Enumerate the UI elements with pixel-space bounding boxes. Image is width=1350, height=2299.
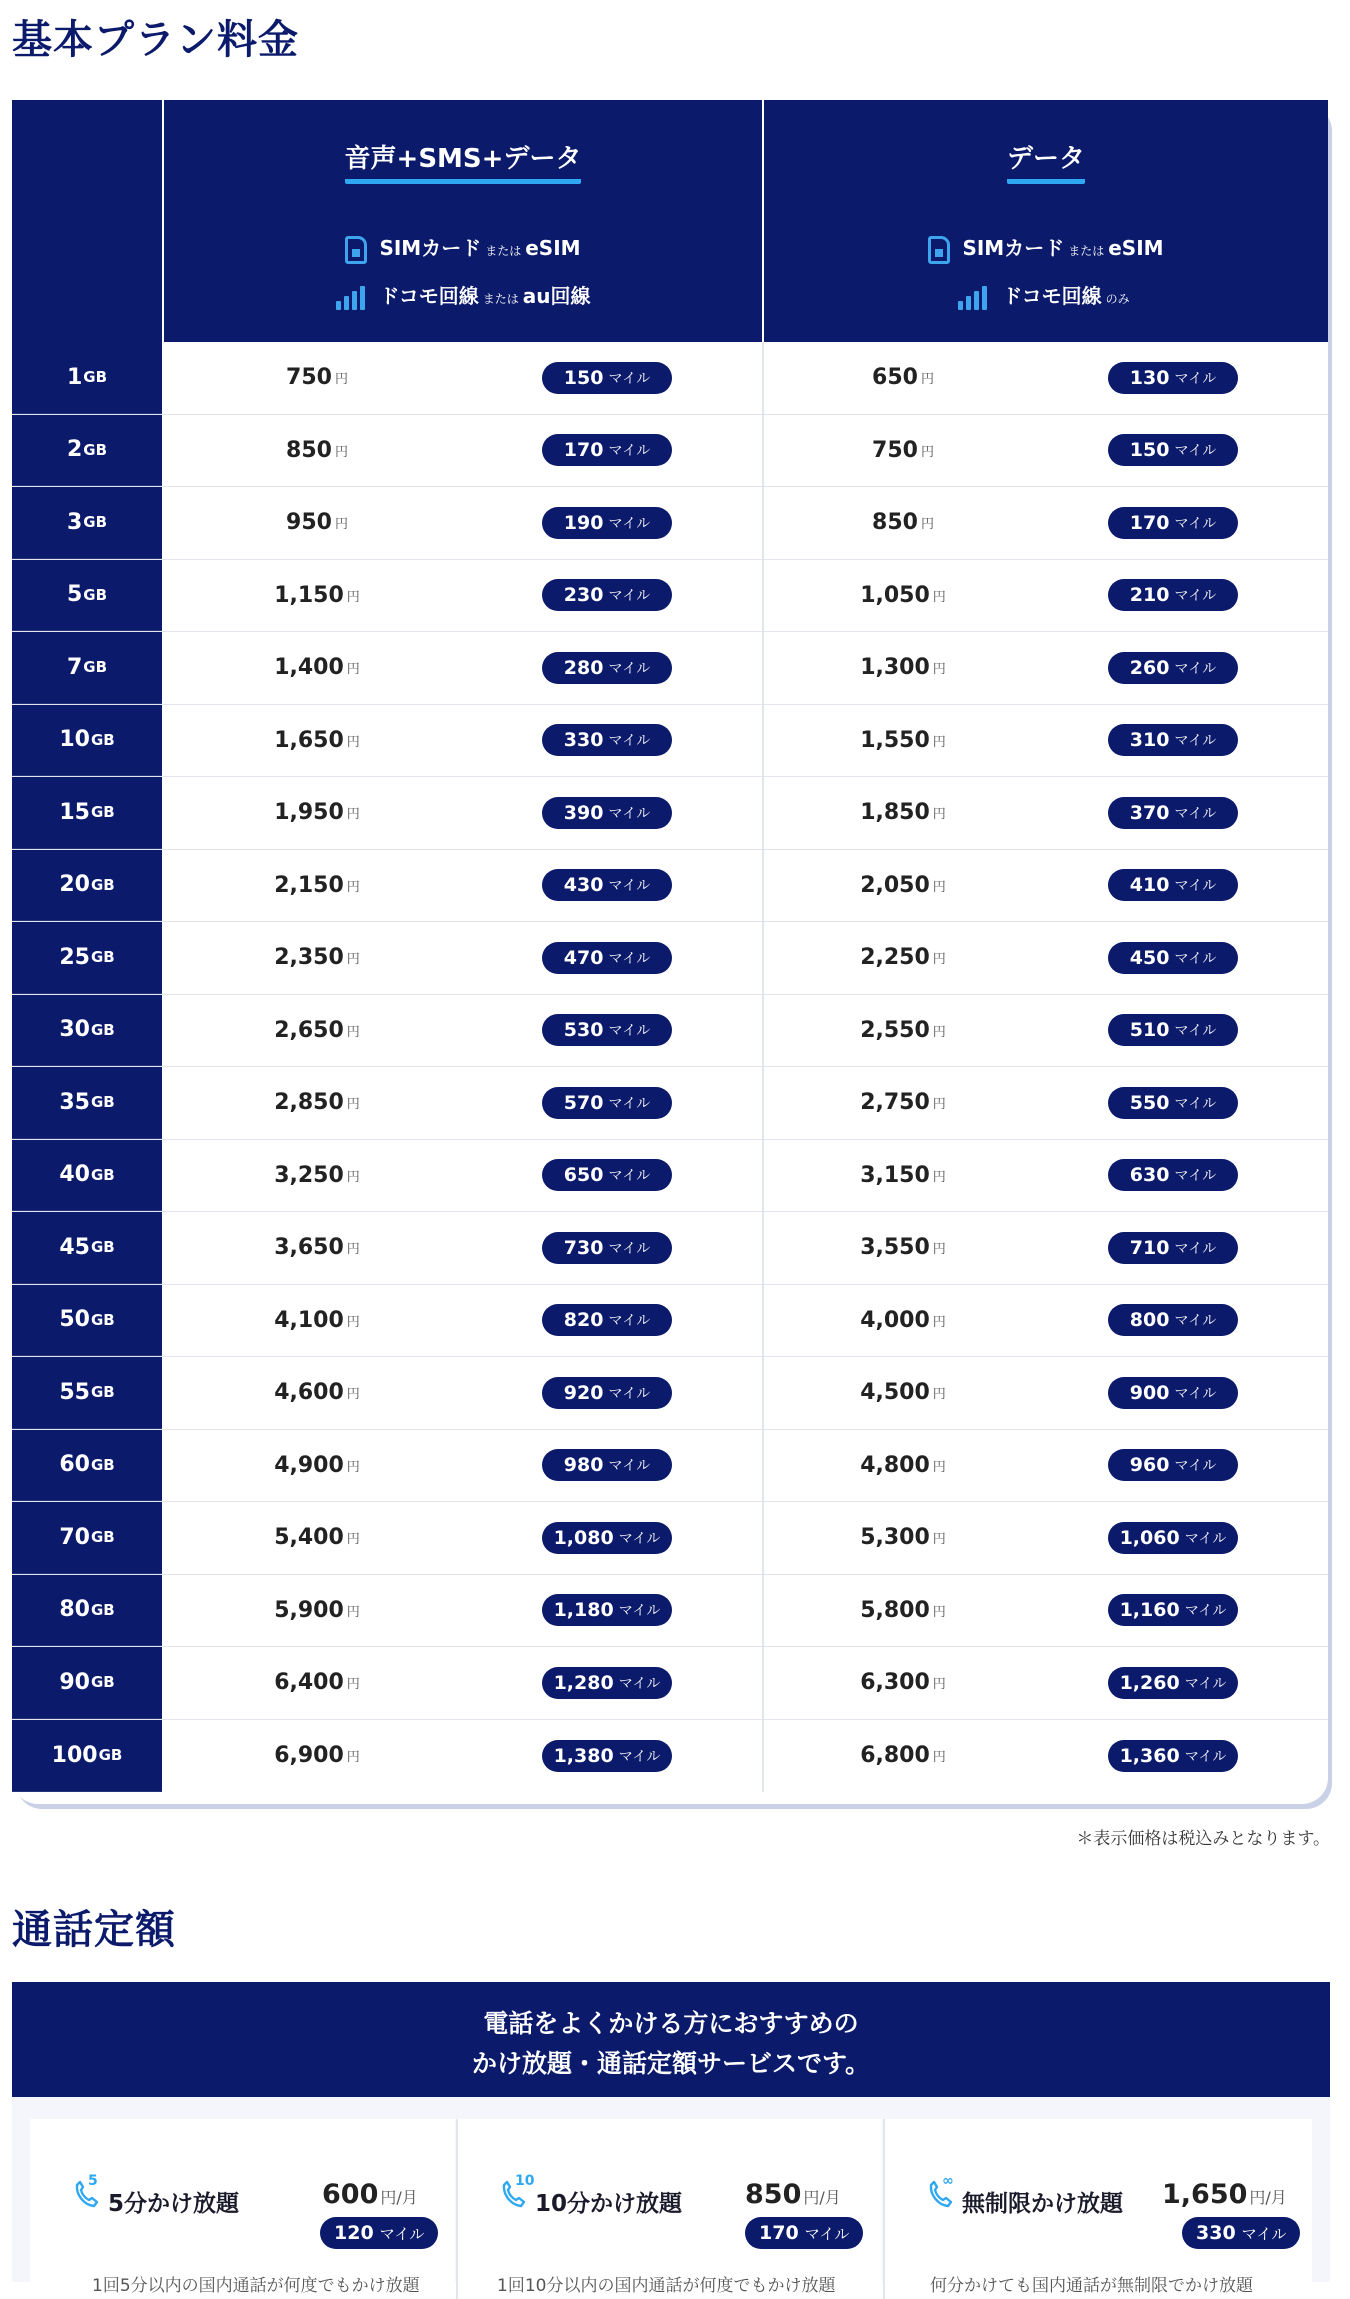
column-divider: [762, 1140, 764, 1212]
data-plan-price: 4,800 円: [860, 1452, 946, 1478]
voice-plan-price: 2,850 円: [274, 1090, 360, 1116]
call-plan-name: 無制限かけ放題: [962, 2191, 1123, 2217]
column-divider: [762, 632, 764, 704]
column-data-only: [762, 100, 1328, 342]
call-plans-box: [12, 1982, 1330, 2296]
table-row: [12, 1647, 1328, 1720]
data-plan-price: 3,550 円: [860, 1235, 946, 1261]
data-plan-price: 6,800 円: [860, 1743, 946, 1769]
data-plan-price: 750 円: [872, 437, 934, 463]
column-divider: [762, 850, 764, 922]
table-row: [12, 777, 1328, 850]
column-divider: [762, 995, 764, 1067]
data-capacity: 3 GB: [12, 487, 162, 559]
voice-plan-miles-badge: 280 マイル: [542, 652, 672, 684]
call-plan-price: 1,650 円/月: [1162, 2179, 1287, 2210]
call-plan-description: 1回10分以内の国内通話が何度でもかけ放題: [497, 2276, 836, 2296]
voice-plan-price: 1,650 円: [274, 727, 360, 753]
data-plan-miles-badge: 960 マイル: [1108, 1449, 1238, 1481]
voice-plan-price: 4,900 円: [274, 1452, 360, 1478]
voice-plan-miles-badge: 530 マイル: [542, 1014, 672, 1046]
voice-plan-price: 5,900 円: [274, 1597, 360, 1623]
data-plan-price: 5,300 円: [860, 1525, 946, 1551]
data-capacity: 2 GB: [12, 415, 162, 487]
voice-plan-miles-badge: 190 マイル: [542, 507, 672, 539]
voice-plan-price: 2,150 円: [274, 872, 360, 898]
table-row: [12, 560, 1328, 633]
column-divider: [762, 1720, 764, 1793]
call-plans-list: [12, 2097, 1330, 2296]
column-divider: [762, 1430, 764, 1502]
data-plan-miles-badge: 710 マイル: [1108, 1232, 1238, 1264]
section-title-call: 通話定額: [12, 1907, 176, 1953]
voice-plan-miles-badge: 330 マイル: [542, 724, 672, 756]
data-plan-miles-badge: 550 マイル: [1108, 1087, 1238, 1119]
call-plan-card: [457, 2119, 882, 2299]
data-plan-miles-badge: 170 マイル: [1108, 507, 1238, 539]
column-divider: [762, 1285, 764, 1357]
data-capacity: 15 GB: [12, 777, 162, 849]
data-plan-price: 2,050 円: [860, 872, 946, 898]
column-divider: [762, 777, 764, 849]
data-plan-price: 6,300 円: [860, 1670, 946, 1696]
data-capacity: 80 GB: [12, 1575, 162, 1647]
call-plans-header: 電話をよくかける方におすすめの かけ放題・通話定額サービスです。: [12, 1982, 1330, 2097]
voice-plan-miles-badge: 730 マイル: [542, 1232, 672, 1264]
voice-plan-miles-badge: 650 マイル: [542, 1159, 672, 1191]
call-plan-miles-badge: 120 マイル: [320, 2217, 438, 2249]
table-row: [12, 850, 1328, 923]
data-plan-price: 2,750 円: [860, 1090, 946, 1116]
column-divider: [762, 487, 764, 559]
call-plan-name: 10分かけ放題: [535, 2191, 683, 2217]
data-capacity: 20 GB: [12, 850, 162, 922]
call-plan-description: 1回5分以内の国内通話が何度でもかけ放題: [92, 2276, 420, 2296]
table-row: [12, 705, 1328, 778]
data-capacity: 90 GB: [12, 1647, 162, 1719]
voice-plan-miles-badge: 430 マイル: [542, 869, 672, 901]
column-divider: [762, 560, 764, 632]
data-capacity: 30 GB: [12, 995, 162, 1067]
voice-plan-price: 6,900 円: [274, 1743, 360, 1769]
data-plan-miles-badge: 210 マイル: [1108, 579, 1238, 611]
card-divider: [456, 2119, 458, 2299]
voice-plan-price: 1,950 円: [274, 800, 360, 826]
plan-price-table: [12, 100, 1328, 1804]
data-plan-price: 1,300 円: [860, 655, 946, 681]
data-plan-price: 2,250 円: [860, 945, 946, 971]
data-capacity: 55 GB: [12, 1357, 162, 1429]
call-plan-description: 何分かけても国内通話が無制限でかけ放題: [930, 2276, 1253, 2296]
data-plan-miles-badge: 1,360 マイル: [1108, 1740, 1238, 1772]
data-plan-price: 1,850 円: [860, 800, 946, 826]
data-plan-miles-badge: 800 マイル: [1108, 1304, 1238, 1336]
voice-plan-miles-badge: 470 マイル: [542, 942, 672, 974]
data-plan-miles-badge: 310 マイル: [1108, 724, 1238, 756]
data-capacity: 5 GB: [12, 560, 162, 632]
signal-bars-icon: [958, 286, 990, 310]
call-plan-price: 850 円/月: [745, 2179, 841, 2210]
voice-plan-miles-badge: 1,280 マイル: [542, 1667, 672, 1699]
data-plan-miles-badge: 900 マイル: [1108, 1377, 1238, 1409]
column-divider: [762, 705, 764, 777]
voice-plan-price: 2,650 円: [274, 1017, 360, 1043]
data-plan-miles-badge: 1,260 マイル: [1108, 1667, 1238, 1699]
data-capacity: 70 GB: [12, 1502, 162, 1574]
data-plan-price: 850 円: [872, 510, 934, 536]
table-row: [12, 1067, 1328, 1140]
column-title: データ: [1007, 138, 1085, 184]
column-divider: [762, 922, 764, 994]
call-plan-miles-badge: 330 マイル: [1182, 2217, 1300, 2249]
table-body: [12, 342, 1328, 1792]
voice-plan-price: 850 円: [286, 437, 348, 463]
data-plan-price: 4,500 円: [860, 1380, 946, 1406]
data-plan-miles-badge: 150 マイル: [1108, 434, 1238, 466]
voice-plan-price: 4,600 円: [274, 1380, 360, 1406]
data-capacity: 1 GB: [12, 342, 162, 414]
table-row: [12, 1430, 1328, 1503]
table-row: [12, 632, 1328, 705]
voice-plan-miles-badge: 230 マイル: [542, 579, 672, 611]
column-divider: [762, 1212, 764, 1284]
table-row: [12, 1140, 1328, 1213]
voice-plan-price: 4,100 円: [274, 1307, 360, 1333]
data-plan-price: 650 円: [872, 365, 934, 391]
voice-plan-miles-badge: 1,380 マイル: [542, 1740, 672, 1772]
table-row: [12, 1357, 1328, 1430]
voice-plan-price: 5,400 円: [274, 1525, 360, 1551]
voice-plan-price: 750 円: [286, 365, 348, 391]
table-row: [12, 342, 1328, 415]
voice-plan-miles-badge: 820 マイル: [542, 1304, 672, 1336]
call-plan-card: [884, 2119, 1312, 2299]
column-divider: [762, 1502, 764, 1574]
data-plan-miles-badge: 450 マイル: [1108, 942, 1238, 974]
table-header: [12, 100, 1328, 342]
voice-plan-price: 1,150 円: [274, 582, 360, 608]
data-plan-miles-badge: 1,160 マイル: [1108, 1594, 1238, 1626]
table-row: [12, 415, 1328, 488]
voice-plan-miles-badge: 570 マイル: [542, 1087, 672, 1119]
data-plan-miles-badge: 410 マイル: [1108, 869, 1238, 901]
data-plan-miles-badge: 1,060 マイル: [1108, 1522, 1238, 1554]
data-plan-price: 1,050 円: [860, 582, 946, 608]
data-plan-price: 5,800 円: [860, 1597, 946, 1623]
table-row: [12, 922, 1328, 995]
voice-plan-miles-badge: 150 マイル: [542, 362, 672, 394]
table-row: [12, 1212, 1328, 1285]
column-divider: [762, 1067, 764, 1139]
data-plan-miles-badge: 630 マイル: [1108, 1159, 1238, 1191]
tax-note: ＊表示価格は税込みとなります。: [1076, 1829, 1330, 1849]
voice-plan-miles-badge: 1,080 マイル: [542, 1522, 672, 1554]
table-row: [12, 995, 1328, 1068]
voice-plan-miles-badge: 170 マイル: [542, 434, 672, 466]
data-plan-miles-badge: 510 マイル: [1108, 1014, 1238, 1046]
table-row: [12, 1502, 1328, 1575]
data-plan-price: 2,550 円: [860, 1017, 946, 1043]
voice-plan-price: 2,350 円: [274, 945, 360, 971]
column-voice-sms-data: [162, 100, 762, 342]
sim-card-icon: [345, 236, 367, 264]
call-plan-name: 5分かけ放題: [108, 2191, 240, 2217]
call-plan-price: 600 円/月: [322, 2179, 418, 2210]
data-capacity: 25 GB: [12, 922, 162, 994]
feature-network: ドコモ回線 または au回線: [164, 280, 762, 310]
voice-plan-miles-badge: 390 マイル: [542, 797, 672, 829]
voice-plan-price: 3,250 円: [274, 1162, 360, 1188]
table-row: [12, 487, 1328, 560]
table-row: [12, 1720, 1328, 1793]
signal-bars-icon: [336, 286, 368, 310]
column-divider: [762, 342, 764, 414]
voice-plan-price: 1,400 円: [274, 655, 360, 681]
card-divider: [883, 2119, 885, 2299]
column-title: 音声+SMS+データ: [345, 138, 582, 184]
column-divider: [762, 415, 764, 487]
page-title: 基本プラン料金: [12, 17, 299, 63]
feature-sim: SIMカード または eSIM: [164, 232, 762, 264]
data-capacity: 60 GB: [12, 1430, 162, 1502]
data-capacity: 45 GB: [12, 1212, 162, 1284]
column-divider: [762, 1647, 764, 1719]
data-plan-miles-badge: 370 マイル: [1108, 797, 1238, 829]
voice-plan-miles-badge: 980 マイル: [542, 1449, 672, 1481]
sim-card-icon: [928, 236, 950, 264]
voice-plan-miles-badge: 1,180 マイル: [542, 1594, 672, 1626]
feature-network: ドコモ回線 のみ: [764, 280, 1328, 310]
phone-icon: ∞: [926, 2175, 952, 2209]
data-plan-miles-badge: 260 マイル: [1108, 652, 1238, 684]
data-plan-price: 3,150 円: [860, 1162, 946, 1188]
data-plan-miles-badge: 130 マイル: [1108, 362, 1238, 394]
data-capacity: 35 GB: [12, 1067, 162, 1139]
data-capacity: 100 GB: [12, 1720, 162, 1793]
table-row: [12, 1285, 1328, 1358]
voice-plan-price: 3,650 円: [274, 1235, 360, 1261]
data-capacity: 40 GB: [12, 1140, 162, 1212]
data-capacity: 10 GB: [12, 705, 162, 777]
feature-sim: SIMカード または eSIM: [764, 232, 1328, 264]
call-plan-miles-badge: 170 マイル: [745, 2217, 863, 2249]
data-plan-price: 4,000 円: [860, 1307, 946, 1333]
phone-icon: 10: [499, 2175, 525, 2209]
voice-plan-price: 6,400 円: [274, 1670, 360, 1696]
data-capacity: 50 GB: [12, 1285, 162, 1357]
call-plan-card: [30, 2119, 455, 2299]
column-divider: [762, 1357, 764, 1429]
phone-icon: 5: [72, 2175, 98, 2209]
data-capacity: 7 GB: [12, 632, 162, 704]
voice-plan-miles-badge: 920 マイル: [542, 1377, 672, 1409]
column-divider: [762, 1575, 764, 1647]
table-row: [12, 1575, 1328, 1648]
voice-plan-price: 950 円: [286, 510, 348, 536]
data-plan-price: 1,550 円: [860, 727, 946, 753]
